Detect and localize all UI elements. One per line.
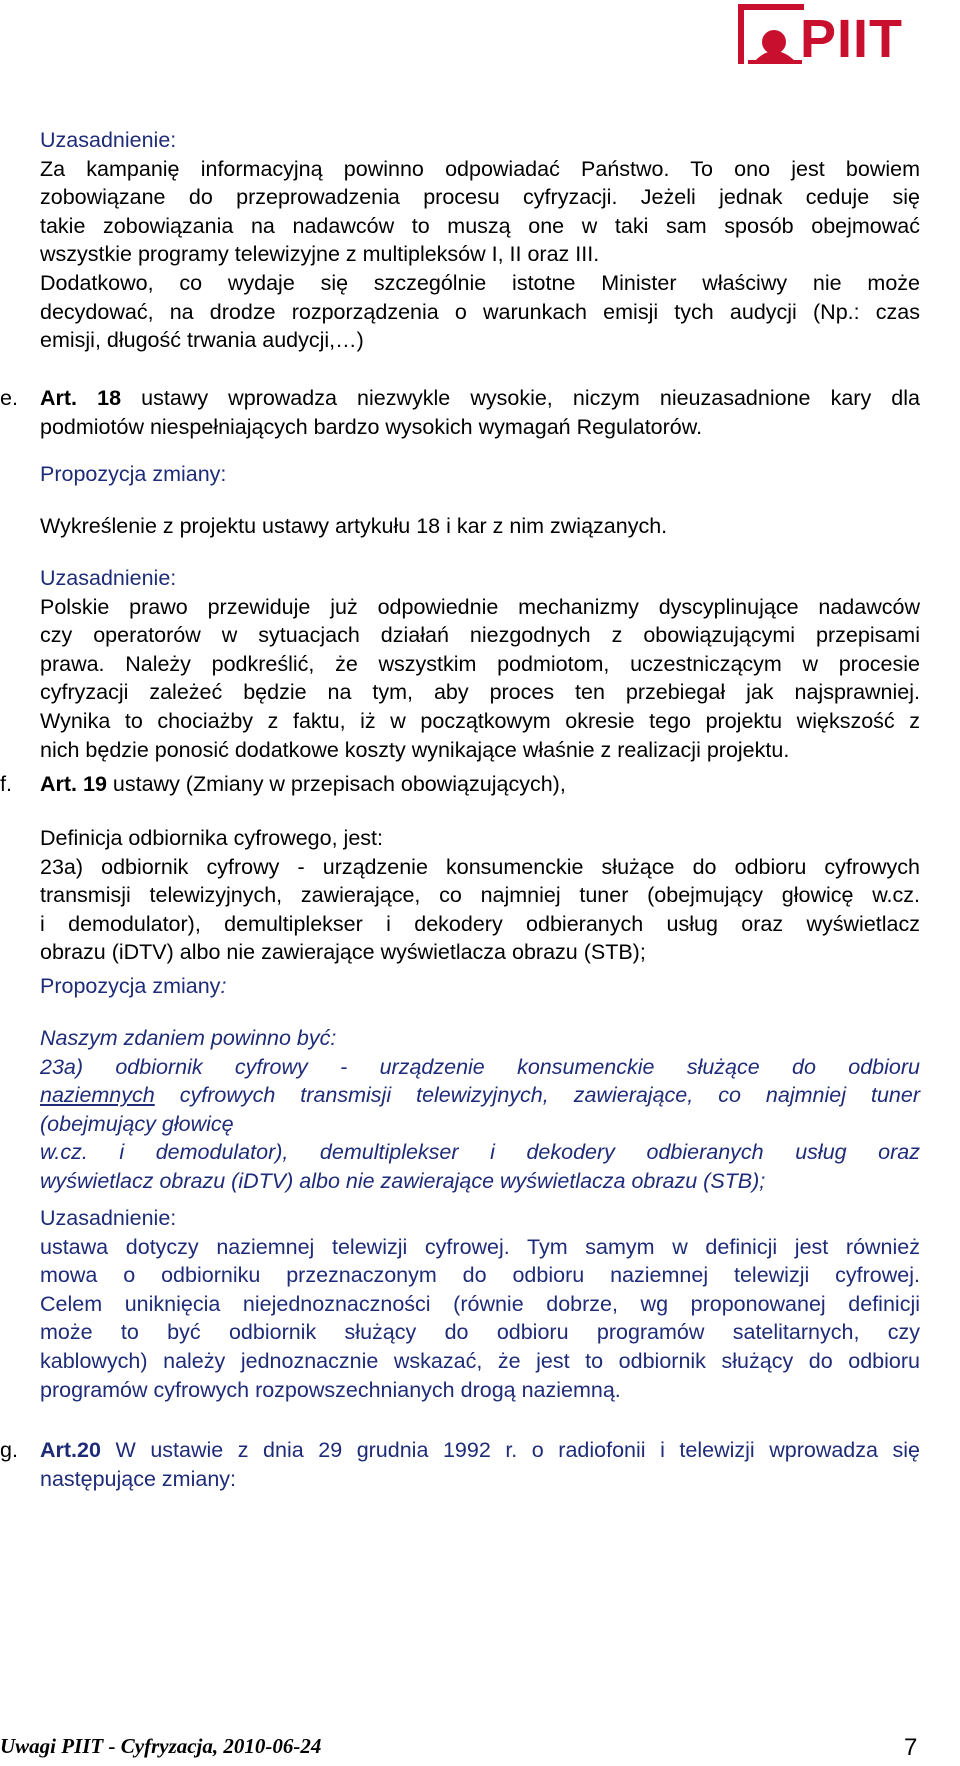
article-label: Art. — [40, 386, 78, 410]
paragraph-line: Dodatkowo, co wydaje się szczególnie istotne Minister właściwy nie może — [40, 270, 920, 295]
paragraph-line: nich będzie ponosić dodatkowe koszty wynikające właśnie z realizacji projektu. — [40, 737, 790, 762]
underlined-word: naziemnych — [40, 1083, 155, 1108]
paragraph-line: Za kampanię informacyjną powinno odpowiadać Państwo. To ono jest bowiem — [40, 156, 920, 181]
article-text: W ustawie z dnia 29 grudnia 1992 r. o radiofonii i telewizji wprowadza się — [100, 1438, 920, 1462]
paragraph-line: 23a) odbiornik cyfrowy - urządzenie konsumenckie służące do odbioru — [40, 1054, 920, 1079]
article-number: 20 — [77, 1438, 101, 1462]
paragraph-line: decydować, na drodze rozporządzenia o warunkach emisji tych audycji (Np.: czas — [40, 299, 920, 324]
paragraph-line: i demodulator), demultiplekser i dekodery odbieranych usług oraz wyświetlacz — [40, 911, 920, 936]
paragraph-line: transmisji telewizyjnych, zawierające, co najmniej tuner (obejmujący głowicę w.cz. — [40, 883, 920, 908]
paragraph-line: kablowych) należy jednoznacznie wskazać, że jest to odbiornik służący do odbioru — [40, 1348, 920, 1373]
article-text: następujące zmiany: — [40, 1466, 236, 1491]
paragraph-line: ustawa dotyczy naziemnej telewizji cyfrowej. Tym samym w definicji jest również — [40, 1234, 920, 1259]
article-number: 19 — [83, 772, 107, 796]
reason-label: Uzasadnienie: — [40, 128, 177, 152]
section-e-proposal — [40, 460, 920, 489]
reason-label: Uzasadnienie: — [40, 566, 177, 590]
paragraph-line: wszystkie programy telewizyjne z multipleksów I, II oraz III. — [40, 242, 600, 267]
article-text: ustawy wprowadza niezwykle wysokie, niczym nieuzasadnione kary dla — [141, 386, 920, 410]
article-text: podmiotów niespełniających bardzo wysokich wymagań Regulatorów. — [40, 414, 703, 439]
should-be-label: Naszym zdaniem powinno być: — [40, 1026, 337, 1050]
list-marker: f. — [0, 772, 12, 796]
proposal-colon: : — [220, 974, 227, 998]
section-d-reason — [40, 126, 920, 355]
article-label: Art. — [40, 772, 78, 796]
paragraph-line: wyświetlacz obrazu (iDTV) albo nie zawierające wyświetlacza obrazu (STB); — [40, 1168, 766, 1193]
proposal-label: Propozycja zmiany: — [40, 462, 227, 486]
paragraph-line: 23a) odbiornik cyfrowy - urządzenie konsumenckie służące do odbioru cyfrowych — [40, 854, 920, 879]
article-label: Art. — [40, 1438, 78, 1462]
paragraph-line: Wynika to chociażby z faktu, iż w początkowym okresie tego projektu większość z — [40, 708, 920, 733]
proposal-label: Propozycja zmiany — [40, 974, 221, 998]
section-f-definition — [40, 824, 920, 967]
section-f-proposal — [40, 972, 920, 1001]
article-text: ustawy (Zmiany w przepisach obowiązujących), — [112, 772, 566, 796]
section-f-proposed-text — [40, 1024, 920, 1196]
logo-text: PIIT — [800, 9, 904, 69]
paragraph-line: Celem uniknięcia niejednoznaczności (równie dobrze, wg proponowanej definicji — [40, 1291, 920, 1316]
list-marker: g. — [0, 1438, 18, 1462]
paragraph-line: programów cyfrowych rozpowszechnianych drogą naziemną. — [40, 1377, 621, 1402]
section-f-reason — [40, 1204, 920, 1404]
footer-text: Uwagi PIIT - Cyfryzacja, 2010-06-24 — [0, 1734, 322, 1758]
paragraph-line: emisji, długość trwania audycji,…) — [40, 328, 364, 353]
paragraph-line: Polskie prawo przewiduje już odpowiednie mechanizmy dyscyplinujące nadawców — [40, 594, 920, 619]
paragraph-line: obrazu (iDTV) albo nie zawierające wyświetlacza obrazu (STB); — [40, 940, 646, 965]
proposal-text: Wykreślenie z projektu ustawy artykułu 18 i kar z nim związanych. — [40, 514, 668, 538]
article-number: 18 — [97, 386, 122, 410]
paragraph-line: mowa o odbiorniku przeznaczonym do odbioru naziemnej telewizji cyfrowej. — [40, 1263, 920, 1288]
paragraph-line: prawa. Należy podkreślić, że wszystkim podmiotom, uczestniczącym w procesie — [40, 651, 920, 676]
paragraph-line: zobowiązane do przeprowadzenia procesu cyfryzacji. Jeżeli jednak ceduje się — [40, 185, 920, 210]
page-number: 7 — [904, 1734, 918, 1761]
section-e-reason — [40, 564, 920, 764]
section-e-proposal-text — [40, 512, 920, 541]
paragraph-line: cyfrowych transmisji telewizyjnych, zawierające, co najmniej tuner — [154, 1083, 920, 1108]
paragraph-line: może to być odbiornik służący do odbioru programów satelitarnych, czy — [40, 1320, 920, 1345]
paragraph-line: cyfryzacji zależeć będzie na tym, aby proces ten przebiegał jak najsprawniej. — [40, 680, 920, 705]
paragraph-line: czy operatorów w sytuacjach działań niezgodnych z obowiązującymi przepisami — [40, 623, 920, 648]
reason-label: Uzasadnienie: — [40, 1206, 177, 1230]
paragraph-line: w.cz. i demodulator), demultiplekser i dekodery odbieranych usług oraz — [40, 1140, 920, 1165]
paragraph-line: (obejmujący głowicę — [40, 1111, 234, 1136]
list-marker: e. — [0, 386, 18, 410]
paragraph-line: takie zobowiązania na nadawców to muszą one w taki sam sposób obejmować — [40, 213, 920, 238]
paragraph-line: Definicja odbiornika cyfrowego, jest: — [40, 826, 383, 850]
